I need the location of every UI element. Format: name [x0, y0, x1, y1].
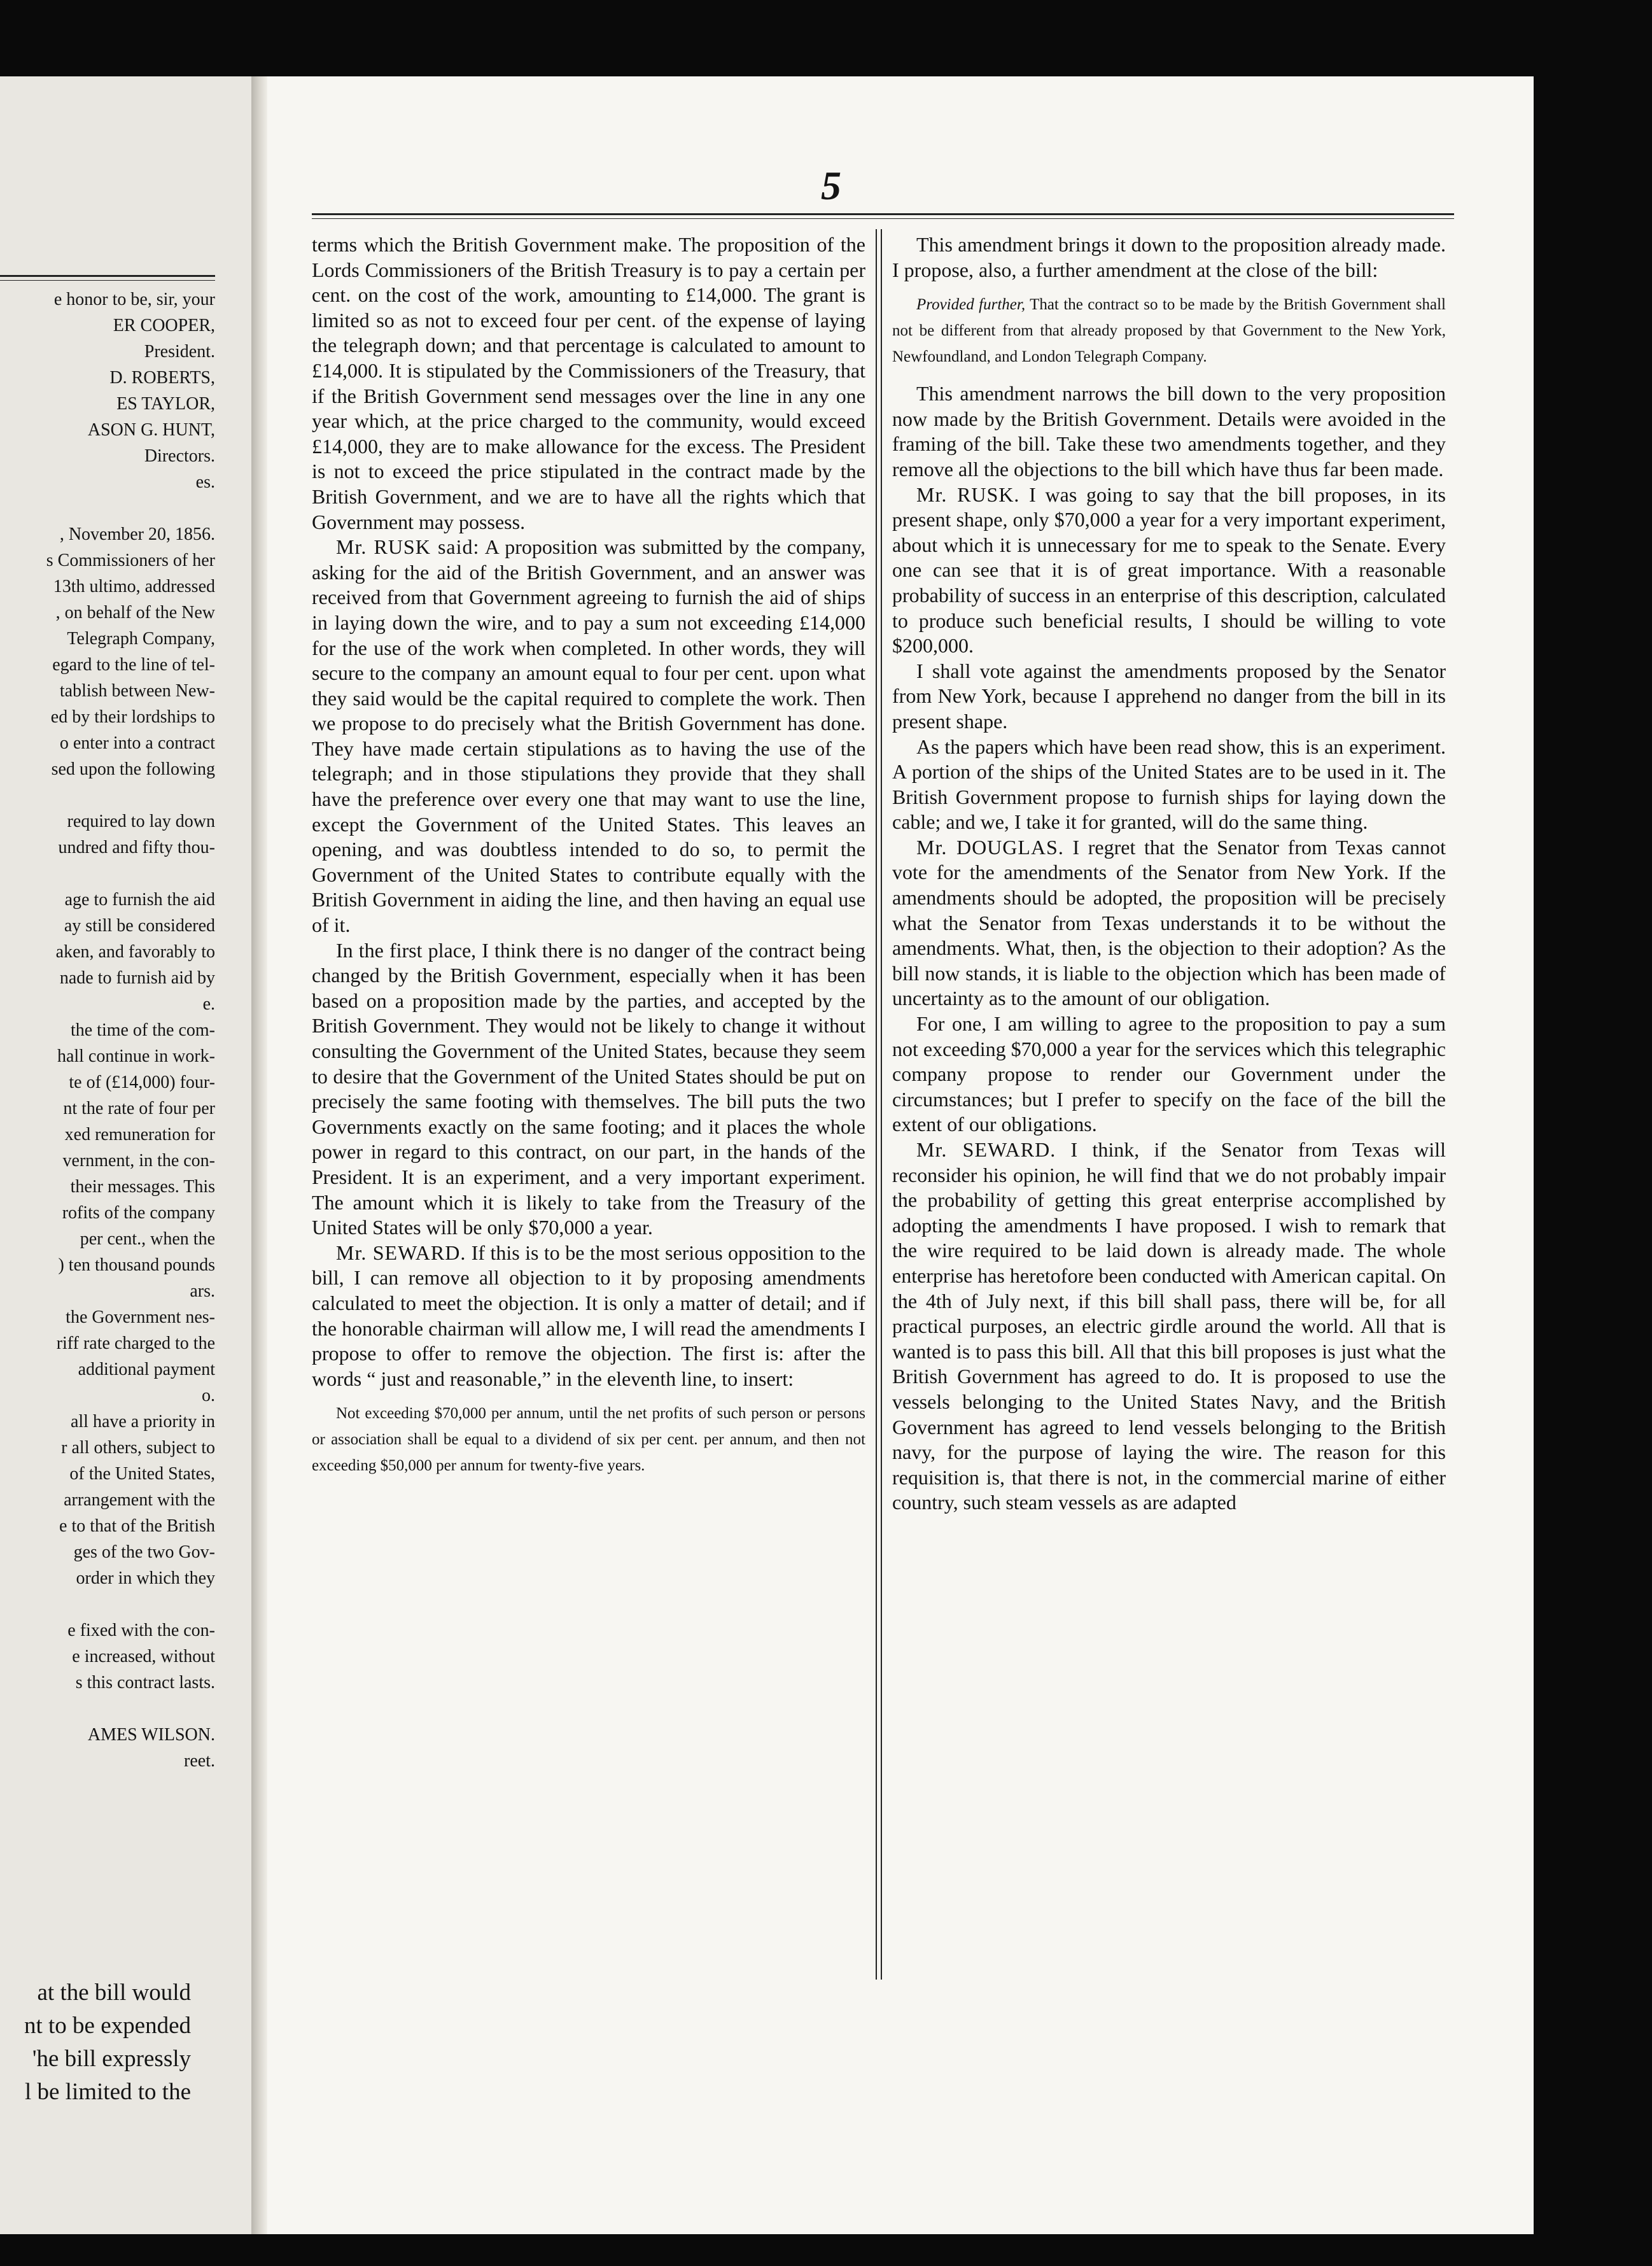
paragraph	[312, 938, 865, 1241]
left-page-line: ars.	[190, 1281, 215, 1301]
left-page-rule	[0, 275, 215, 277]
left-page-line: e fixed with the con-	[67, 1621, 215, 1640]
left-page-line: tablish between New-	[59, 681, 215, 701]
quote-text: That the contract so to be made by the British Government shall not be different from that already proposed by that Government to the New York, Newfoundland, and London Telegraph Company.	[892, 296, 1446, 366]
speaker-name: Mr. DOUGLAS.	[916, 835, 1064, 859]
left-page-line: of the United States,	[69, 1464, 215, 1484]
header-rule-thin	[312, 218, 1454, 219]
left-page-line: President.	[144, 342, 215, 362]
amendment-quote	[892, 292, 1446, 370]
left-page-line: additional payment	[78, 1360, 215, 1379]
left-page-line: e increased, without	[72, 1647, 215, 1666]
intro-paragraph: This amendment brings it down to the proposition already made. I propose, also, a further amendment at the close of the bill:	[892, 233, 1446, 281]
left-page-rule-thin	[0, 280, 215, 281]
left-page-line: ay still be considered	[64, 916, 215, 936]
left-page-line: the Government nes-	[66, 1307, 215, 1327]
paragraph-text: I think, if the Senator from Texas will reconsider his opinion, he will find that we do not probably impair the probability of getting this great enterprise accomplished by adopting the amendments I have proposed. I wish to remark that the wire required to be laid down is already made. The whole enterprise has heretofore been conducted with American capital. On the 4th of July next, if this bill shall pass, there will be, for all practical purposes, an electric girdle around the world. All that is wanted is to pass this bill. All that this bill proposes is just what the British Government has agreed to do. It is proposed to use the vessels belonging to the United States Navy, and the British Government has agreed to lend vessels belonging to the British navy, for the purpose of laying the wire. The reason for this requisition is, that there is not, in the commercial marine of either country, such steam vessels as are adapted	[892, 1138, 1446, 1514]
paragraph	[892, 1011, 1446, 1137]
left-page-line: xed remuneration for	[64, 1125, 215, 1144]
left-page-line: sed upon the following	[51, 759, 215, 779]
left-page-line: es.	[195, 472, 215, 492]
left-page-line: o.	[202, 1386, 215, 1405]
speaker-name: Mr. RUSK.	[916, 482, 1020, 506]
left-page-line: nade to furnish aid by	[59, 968, 215, 988]
left-page-line: s Commissioners of her	[46, 551, 215, 570]
left-page-line: e to that of the British	[59, 1516, 215, 1536]
left-page-line: o enter into a contract	[59, 733, 215, 753]
paragraph-text: In the first place, I think there is no danger of the contract being changed by the British Government, especially when it has been based on a proposition made by the parties, and accepted by the British Government. They would not be likely to change it without consulting the Government of the United States, because they seem to desire that the Government of the United States should be put on precisely the same footing with themselves. The bill puts the two Governments exactly on the same footing; and it places the whole power in regard to this contract, on our part, in the hands of the President. It is an experiment, and a very important experiment. The amount which it is likely to take from the Treasury of the United States will be only $70,000 a year.	[312, 938, 865, 1239]
text-column-right	[892, 232, 1446, 1516]
left-page-line: hall continue in work-	[57, 1046, 215, 1066]
paragraph-text: I regret that the Senator from Texas cannot vote for the amendments of the Senator from New York. If the amendments should be adopted, the proposition will be precisely what the Senator from Texas understands it to be without the amendments. What, then, is the objection to their adoption? As the bill now stands, it is liable to the objection which has been made of uncertainty as to the amount of our obligation.	[892, 835, 1446, 1010]
left-page-line	[0, 861, 215, 887]
left-page-line: , on behalf of the New	[55, 603, 215, 623]
page-number: 5	[821, 163, 841, 208]
left-page	[0, 76, 251, 2234]
left-page-line: arrangement with the	[64, 1490, 215, 1510]
paragraph	[312, 1241, 865, 1392]
left-page-line: Directors.	[144, 446, 215, 466]
left-page-line: reet.	[184, 1751, 215, 1771]
left-page-line: ) ten thousand pounds	[58, 1255, 215, 1275]
left-page-line: ges of the two Gov-	[73, 1542, 215, 1562]
left-page-line: the time of the com-	[70, 1020, 215, 1040]
speaker-name: Mr. RUSK said:	[336, 535, 480, 559]
paragraph	[892, 1137, 1446, 1516]
left-page-line: , November 20, 1856.	[59, 524, 215, 544]
amendment-quote: Not exceeding $70,000 per annum, until the net profits of such person or persons or association shall be equal to a dividend of six per cent. per annum, and then not exceeding $50,000 per annum for twenty-five years.	[312, 1405, 865, 1475]
paragraph-text: As the papers which have been read show, this is an experiment. A portion of the ships of the United States are to be used in it. The British Government propose to furnish ships for laying down the cable; and we, I take it for granted, will do the same thing.	[892, 735, 1446, 834]
left-page-bottom-line: l be limited to the	[24, 2079, 191, 2105]
left-page-line: e.	[202, 994, 215, 1014]
left-page-line: Telegraph Company,	[67, 629, 215, 649]
left-page-line: their messages. This	[70, 1177, 215, 1197]
left-page-line: vernment, in the con-	[62, 1151, 215, 1171]
left-page-line: required to lay down	[67, 812, 215, 831]
left-page-line: age to furnish the aid	[64, 890, 215, 910]
paragraph	[892, 659, 1446, 735]
speaker-name: Mr. SEWARD.	[916, 1138, 1056, 1161]
paragraph	[312, 535, 865, 938]
left-page-line: e honor to be, sir, your	[53, 290, 215, 309]
paragraph-text: I was going to say that the bill proposes, in its present shape, only $70,000 a year for a very important experiment, about which it is unnecessary for me to speak to the Senate. Every one can see that it is of great importance. With a reasonable probability of success in an enterprise of this description, calculated to produce such beneficial results, I should be willing to vote $200,000.	[892, 482, 1446, 658]
paragraph	[892, 381, 1446, 482]
paragraph-text: A proposition was submitted by the company, asking for the aid of the British Government, and an answer was received from that Government agreeing to furnish the aid of ships in laying down the wire, and to pay a sum not exceeding £14,000 for the use of the work when completed. In other words, they will secure to the company an amount equal to four per cent. upon what they said would be the capital required to complete the work. Then we propose to do precisely what the British Government has done. They have made certain stipulations as to having the use of the telegraph; and in those stipulations they provide that they shall have the preference over every one that may want to use the line, except the Government of the United States. This leaves an opening, and was doubtless intended to do so, to permit the Government of the United States to contribute equally with the British Government in aiding the line, and then having an equal use of it.	[312, 535, 866, 937]
left-page-line: ER COOPER,	[113, 316, 215, 335]
left-page-line	[0, 1591, 215, 1617]
left-page-line	[0, 782, 215, 808]
left-page-line: AMES WILSON.	[87, 1725, 215, 1745]
paragraph-text: This amendment narrows the bill down to the very proposition now made by the British Government. Details were avoided in the framing of the bill. Take these two amendments together, and they remove all the objections to the bill which have thus far been made.	[892, 382, 1446, 481]
left-page-line: r all others, subject to	[61, 1438, 215, 1458]
left-page-line: s this contract lasts.	[75, 1673, 215, 1692]
left-page-line: undred and fifty thou-	[58, 838, 215, 857]
left-page-line	[0, 1696, 215, 1722]
paragraph	[312, 232, 865, 535]
left-page-bottom-line: nt to be expended	[24, 2013, 191, 2039]
left-page-line: order in which they	[76, 1568, 215, 1588]
left-page-line: ASON G. HUNT,	[87, 420, 215, 440]
paragraph	[892, 482, 1446, 659]
paragraph	[892, 835, 1446, 1011]
paragraph-text: terms which the British Government make. The proposition of the Lords Commissioners of the British Treasury is to pay a certain per cent. on the cost of the work, amounting to £14,000. The grant is limited so as not to exceed four per cent. of the expense of laying the telegraph down; and that percentage is calculated to amount to £14,000. It is stipulated by the Commissioners of the Treasury, that if the British Government send messages over the line in any one year which, at the price charged to the community, would exceed £14,000, they are to make allowance for the excess. The President is not to exceed the price stipulated in the contract made by the British Government, and we are to have all the rights which that Government may possess.	[312, 233, 865, 533]
left-page-line: nt the rate of four per	[63, 1099, 215, 1118]
quote-lead: Provided further,	[916, 296, 1026, 314]
speaker-name: Mr. SEWARD.	[336, 1241, 466, 1264]
text-column-left	[312, 232, 865, 1490]
left-page-line: per cent., when the	[80, 1229, 215, 1249]
column-divider	[876, 229, 882, 1980]
paragraph	[892, 735, 1446, 835]
left-page-line: rofits of the company	[62, 1203, 215, 1223]
paragraph-text: If this is to be the most serious opposition to the bill, I can remove all objection to it by proposing amendments calculated to meet the objection. It is only a matter of detail; and if the honorable chairman will allow me, I will read the amendments I propose to offer to remove the objection. The first is: after the words “ just and reasonable,” in the eleventh line, to insert:	[312, 1241, 866, 1390]
header-rule	[312, 213, 1454, 215]
paragraph-text: For one, I am willing to agree to the proposition to pay a sum not exceeding $70,000 a year for the services which this telegraphic company propose to render our Government under the circumstances; but I prefer to specify on the face of the bill the extent of our obligations.	[892, 1012, 1446, 1136]
left-page-line: aken, and favorably to	[55, 942, 215, 962]
left-page-line: riff rate charged to the	[56, 1334, 215, 1353]
book-gutter	[251, 76, 267, 2234]
paragraph-text: I shall vote against the amendments proposed by the Senator from New York, because I apprehend no danger from the bill in its present shape.	[892, 659, 1446, 733]
left-page-bottom-line: at the bill would	[37, 1980, 191, 2006]
left-page-line: ed by their lordships to	[50, 707, 215, 727]
left-page-line: D. ROBERTS,	[109, 368, 215, 388]
left-page-line: all have a priority in	[70, 1412, 215, 1432]
left-page-bottom-text	[0, 1976, 191, 2109]
left-page-line: te of (£14,000) four-	[69, 1073, 215, 1092]
left-page-line: 13th ultimo, addressed	[53, 577, 215, 596]
left-page-bottom-line: 'he bill expressly	[32, 2046, 191, 2072]
left-page-line: ES TAYLOR,	[116, 394, 215, 414]
left-page-line	[0, 495, 215, 521]
left-page-line: egard to the line of tel-	[52, 655, 215, 675]
left-page-text	[0, 286, 215, 1774]
